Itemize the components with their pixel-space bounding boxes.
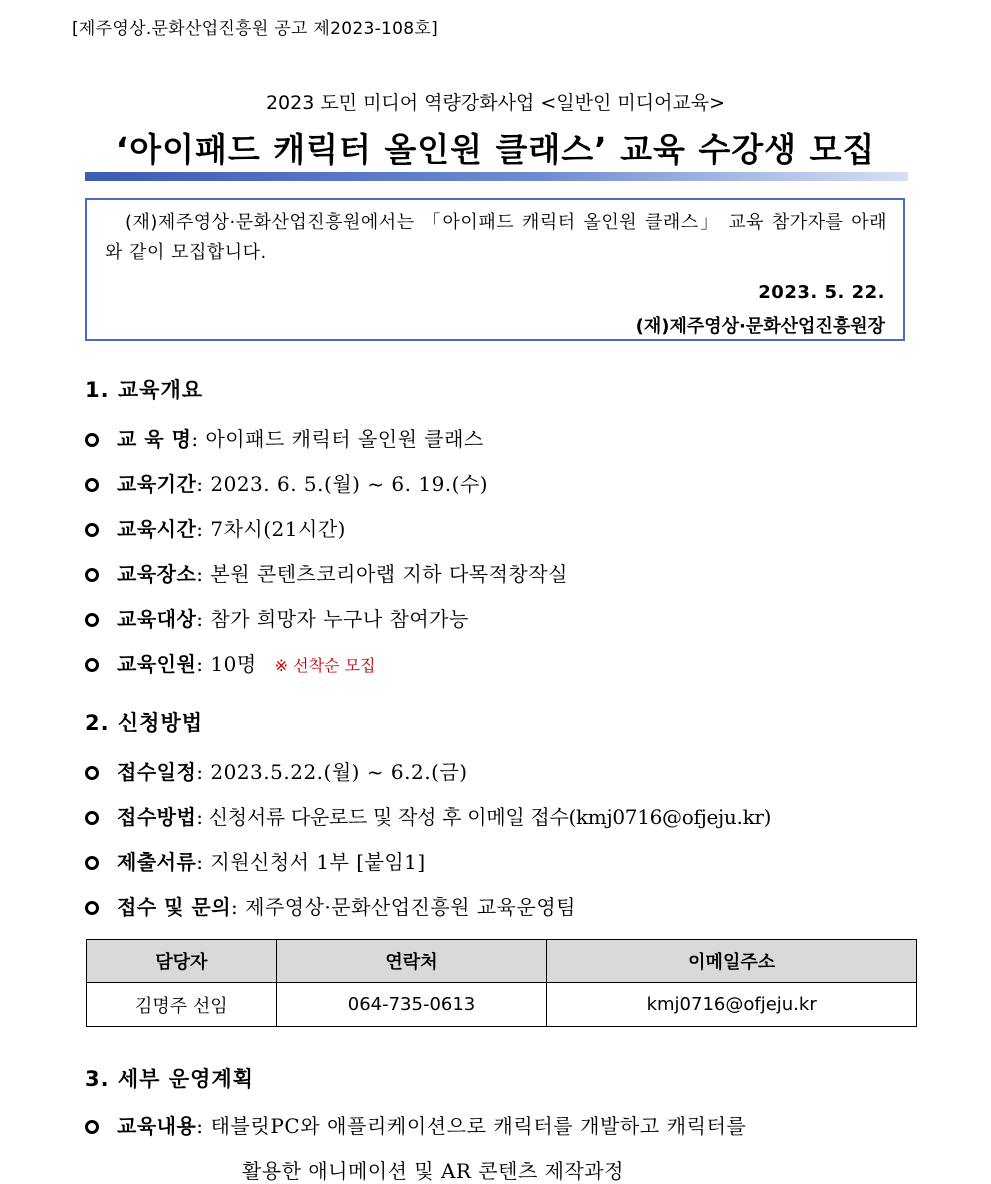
plan-item-content	[85, 1110, 925, 1139]
page-title: ‘아이패드 캐릭터 올인원 클래스’ 교육 수강생 모집	[115, 130, 876, 169]
table-cell-phone: 064-735-0613	[276, 983, 547, 1027]
contact-table	[86, 939, 917, 1027]
table-header-row	[87, 940, 917, 983]
item-label: 교육시간	[117, 517, 197, 541]
table-row	[87, 983, 917, 1027]
circle-bullet-icon	[85, 766, 99, 780]
plan-item-content-continuation: 활용한 애니메이션 및 AR 콘텐츠 제작과정	[242, 1159, 624, 1183]
circle-bullet-icon	[85, 523, 99, 537]
circle-bullet-icon	[85, 613, 99, 627]
circle-bullet-icon	[85, 478, 99, 492]
intro-organization: (재)제주영상·문화산업진흥원장	[635, 316, 885, 337]
circle-bullet-icon	[85, 901, 99, 915]
item-value: : 제주영상·문화산업진흥원 교육운영팀	[231, 895, 576, 919]
table-header-phone: 연락처	[276, 940, 547, 983]
application-item-schedule	[85, 756, 468, 785]
table-header-manager: 담당자	[87, 940, 277, 983]
item-value: : 10명	[196, 652, 257, 676]
item-label: 교육인원	[117, 652, 197, 676]
overview-item-target	[85, 603, 469, 632]
item-label: 교육장소	[117, 562, 197, 586]
item-label: 교육대상	[117, 607, 197, 631]
section-heading-application: 2. 신청방법	[85, 711, 204, 735]
overview-item-capacity	[85, 648, 376, 677]
item-value: : 지원신청서 1부 [붙임1]	[196, 850, 426, 874]
item-label: 접수방법	[117, 805, 197, 829]
circle-bullet-icon	[85, 811, 99, 825]
application-item-documents	[85, 846, 426, 875]
notice-number: [제주영상.문화산업진흥원 공고 제2023-108호]	[72, 19, 439, 39]
item-label: 접수일정	[117, 760, 197, 784]
table-header-email: 이메일주소	[547, 940, 917, 983]
overview-item-place	[85, 558, 568, 587]
circle-bullet-icon	[85, 658, 99, 672]
item-label: 접수 및 문의	[117, 895, 232, 919]
item-value: : 본원 콘텐츠코리아랩 지하 다목적창작실	[196, 562, 568, 586]
intro-box	[85, 198, 905, 341]
first-come-note: ※ 선착순 모집	[274, 656, 376, 675]
page-subtitle: 2023 도민 미디어 역량강화사업 <일반인 미디어교육>	[265, 92, 726, 114]
overview-item-period	[85, 468, 488, 497]
intro-date: 2023. 5. 22.	[758, 282, 885, 303]
circle-bullet-icon	[85, 856, 99, 870]
item-value: : 아이패드 캐릭터 올인원 클래스	[191, 427, 484, 451]
intro-text: (재)제주영상·문화산업진흥원에서는 「아이패드 캐릭터 올인원 클래스」 교육 참가자를 아래와 같이 모집합니다.	[105, 212, 887, 263]
section-heading-plan: 3. 세부 운영계획	[85, 1067, 254, 1091]
section-heading-overview: 1. 교육개요	[85, 378, 204, 402]
table-cell-email: kmj0716@ofjeju.kr	[547, 983, 917, 1027]
overview-item-name	[85, 423, 484, 452]
table-cell-manager: 김명주 선임	[87, 983, 277, 1027]
item-value: : 2023. 6. 5.(월) ~ 6. 19.(수)	[196, 472, 489, 496]
item-value: : 신청서류 다운로드 및 작성 후 이메일 접수(kmj0716@ofjeju.kr)	[196, 805, 772, 829]
circle-bullet-icon	[85, 433, 99, 447]
application-item-inquiry	[85, 891, 576, 920]
item-value: : 참가 희망자 누구나 참여가능	[196, 607, 469, 631]
title-underline-bar	[85, 172, 908, 181]
item-label: 교육내용	[117, 1114, 197, 1138]
item-label: 교육기간	[117, 472, 197, 496]
item-value: : 2023.5.22.(월) ~ 6.2.(금)	[196, 760, 468, 784]
item-value: : 7차시(21시간)	[196, 517, 346, 541]
item-label: 교 육 명	[117, 427, 192, 451]
item-label: 제출서류	[117, 850, 197, 874]
circle-bullet-icon	[85, 568, 99, 582]
overview-item-time	[85, 513, 346, 542]
application-item-method	[85, 801, 771, 830]
circle-bullet-icon	[85, 1120, 99, 1134]
item-value: : 태블릿PC와 애플리케이션으로 캐릭터를 개발하고 캐릭터를	[196, 1114, 747, 1138]
